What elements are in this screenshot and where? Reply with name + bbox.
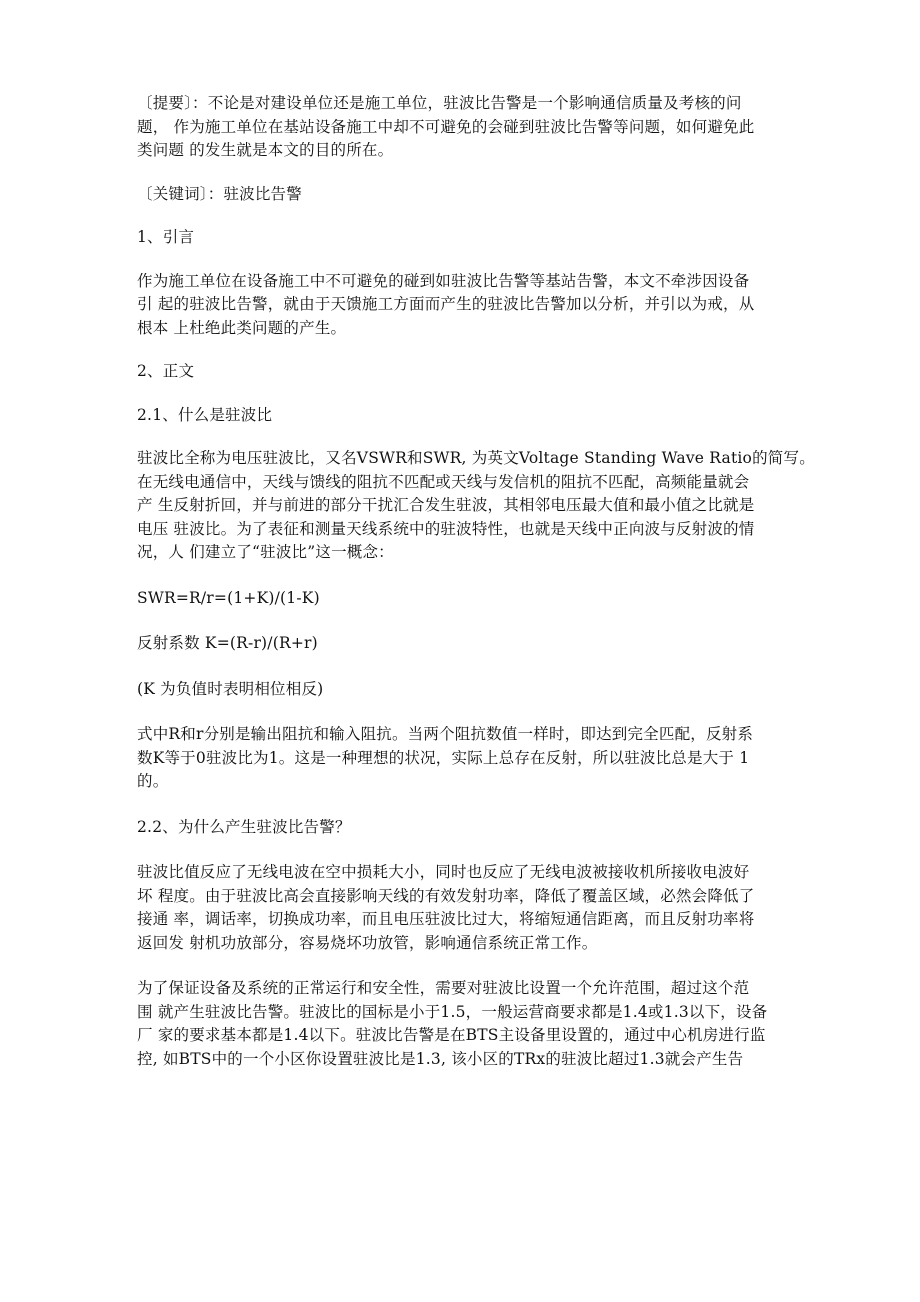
formula-swr: SWR=R/r=(1+K)/(1-K) <box>137 588 320 607</box>
threshold-paragraph <box>137 977 792 1071</box>
keywords-line: 〔关键词〕：驻波比告警 <box>137 184 302 203</box>
section-heading-introduction: 1、引言 <box>137 228 195 246</box>
explanation-line: 的。 <box>137 772 169 790</box>
explanation-line: 数K等于0驻波比为1。这是一种理想的状况，实际上总存在反射，所以驻波比总是大于 1 <box>137 748 750 767</box>
formula-note: (K 为负值时表明相位相反) <box>137 679 324 698</box>
threshold-line: 为了保证设备及系统的正常运行和安全性，需要对驻波比设置一个允许范围，超过这个范 <box>137 979 750 997</box>
definition-line: 在无线电通信中，天线与馈线的阻抗不匹配或天线与发信机的阻抗不匹配，高频能量就会 <box>137 472 750 491</box>
explanation-line: 式中R和r分别是输出阻抗和输入阻抗。当两个阻抗数值一样时，即达到完全匹配，反射系 <box>137 725 754 743</box>
definition-line: 产 生反射折回，并与前进的部分干扰汇合发生驻波，其相邻电压最大值和最小值之比就是 <box>137 496 755 514</box>
abstract-line: 类问题 的发生就是本文的目的所在。 <box>137 141 394 159</box>
section-heading-what-is-vswr: 2.1、什么是驻波比 <box>137 405 273 424</box>
formula-reflection-coefficient: 反射系数 K=(R-r)/(R+r) <box>137 634 318 652</box>
definition-line: 驻波比全称为电压驻波比，又名VSWR和SWR, 为英文Voltage Standing Wave Ratio的简写。 <box>137 449 815 467</box>
reason-line: 接通 率，调话率，切换成功率，而且电压驻波比过大，将缩短通信距离，而且反射功率将 <box>137 910 755 928</box>
threshold-line: 厂 家的要求基本都是1.4以下。驻波比告警是在BTS主设备里设置的，通过中心机房进行监 <box>137 1026 766 1044</box>
document-page <box>137 92 815 1071</box>
introduction-line: 根本 上杜绝此类问题的产生。 <box>137 318 347 337</box>
definition-paragraph <box>137 447 815 565</box>
reason-paragraph <box>137 861 792 955</box>
introduction-line: 作为施工单位在设备施工中不可避免的碰到如驻波比告警等基站告警，本文不牵涉因设备 <box>137 271 750 290</box>
definition-line: 况，人 们建立了“驻波比”这一概念： <box>137 543 394 561</box>
reason-line: 返回发 射机功放部分，容易烧坏功放管，影响通信系统正常工作。 <box>137 933 598 952</box>
threshold-line: 控, 如BTS中的一个小区你设置驻波比是1.3, 该小区的TRx的驻波比超过1.3就会产生告 <box>137 1049 744 1068</box>
reason-line: 驻波比值反应了无线电波在空中损耗大小，同时也反应了无线电波被接收机所接收电波好 <box>137 863 750 881</box>
explanation-paragraph <box>137 723 792 794</box>
threshold-line: 围 就产生驻波比告警。驻波比的国标是小于1.5，一般运营商要求都是1.4或1.3以下，设备 <box>137 1002 768 1021</box>
abstract-line: 题， 作为施工单位在基站设备施工中却不可避免的会碰到驻波比告警等问题，如何避免此 <box>137 117 755 136</box>
section-heading-why-alarm: 2.2、为什么产生驻波比告警？ <box>137 817 351 836</box>
reason-line: 坏 程度。由于驻波比高会直接影响天线的有效发射功率，降低了覆盖区域，必然会降低了 <box>137 886 755 905</box>
introduction-line: 引 起的驻波比告警，就由于天馈施工方面而产生的驻波比告警加以分析，并引以为戒，从 <box>137 295 755 313</box>
introduction-paragraph <box>137 270 792 341</box>
abstract-paragraph <box>137 92 792 163</box>
definition-line: 电压 驻波比。为了表征和测量天线系统中的驻波特性，也就是天线中正向波与反射波的情 <box>137 519 755 538</box>
abstract-line: 〔提要〕：不论是对建设单位还是施工单位，驻波比告警是一个影响通信质量及考核的问 <box>137 94 742 112</box>
section-heading-main-text: 2、正文 <box>137 362 195 380</box>
